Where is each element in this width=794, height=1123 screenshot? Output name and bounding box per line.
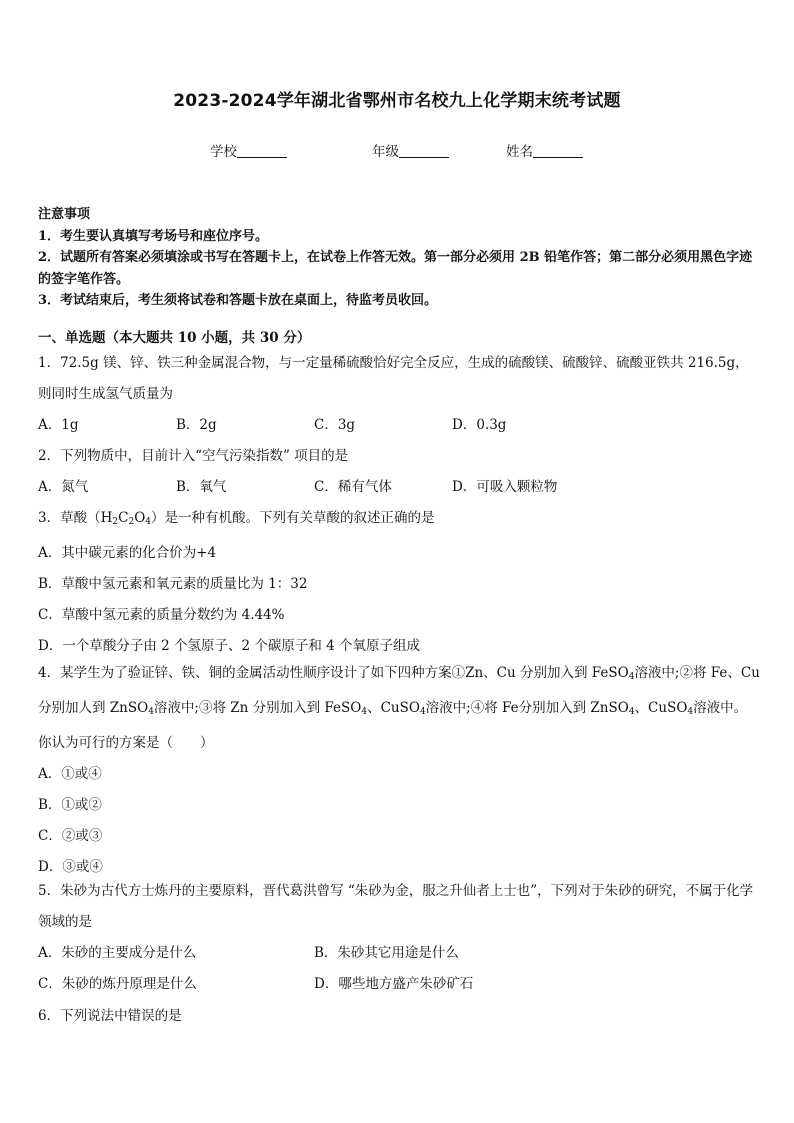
option-a: A．朱砂的主要成分是什么 [38, 945, 197, 961]
question-stem: 1．72.5g 镁、锌、铁三种金属混合物，与一定量稀硫酸恰好完全反应，生成的硫酸镁、硫酸锌、硫酸亚铁共 216.5g，则同时生成氢气质量为 [38, 355, 749, 402]
option-c: C．3g [314, 417, 356, 433]
option-a: A．氮气 [38, 479, 89, 495]
grade-field [372, 140, 449, 160]
note-item: 2．试题所有答案必须填涂或书写在答题卡上，在试卷上作答无效。第一部分必须用 2B 铅笔作答；第二部分必须用黑色字迹的签字笔作答。 [38, 250, 753, 287]
school-label: 学校 [210, 144, 237, 160]
option-d: D．③或④ [38, 859, 103, 875]
option-c: C．朱砂的炼丹原理是什么 [38, 976, 197, 992]
option-b: B．草酸中氢元素和氧元素的质量比为 1：32 [38, 576, 308, 592]
school-blank [237, 144, 287, 158]
name-label: 姓名 [506, 144, 533, 160]
option-b: B．氧气 [176, 479, 227, 495]
note-item: 1．考生要认真填写考场号和座位序号。 [38, 228, 269, 244]
option-b: B．2g [176, 417, 217, 433]
option-d: D．可吸入颗粒物 [452, 479, 558, 495]
options-row [38, 410, 760, 441]
question-stem: 2．下列物质中，目前计入“空气污染指数” 项目的是 [38, 448, 349, 464]
question-3 [38, 503, 760, 662]
option-d: D．一个草酸分子由 2 个氢原子、2 个碳原子和 4 个氧原子组成 [38, 638, 421, 654]
question-1 [38, 348, 760, 441]
grade-blank [399, 144, 449, 158]
notes-block [38, 204, 758, 312]
question-4 [38, 658, 760, 883]
question-stem: 6．下列说法中错误的是 [38, 1008, 182, 1024]
name-blank [533, 144, 583, 158]
options-row [38, 969, 760, 1000]
option-b: B．朱砂其它用途是什么 [314, 945, 459, 961]
question-2 [38, 441, 760, 503]
question-6 [38, 1001, 760, 1032]
option-b: B．①或② [38, 797, 102, 813]
option-d: D．哪些地方盛产朱砂矿石 [314, 976, 474, 992]
options-row [38, 472, 760, 503]
option-a: A．其中碳元素的化合价为+4 [38, 545, 217, 561]
notes-heading: 注意事项 [38, 207, 91, 222]
option-c: C．②或③ [38, 828, 103, 844]
options-row [38, 938, 760, 969]
note-item: 3．考试结束后，考生须将试卷和答题卡放在桌面上，待监考员收回。 [38, 293, 438, 308]
name-field [506, 140, 583, 160]
option-c: C．草酸中氢元素的质量分数约为 4.44% [38, 607, 285, 623]
section-heading: 一、单选题（本大题共 10 小题，共 30 分） [38, 330, 311, 346]
option-a: A．1g [38, 417, 79, 433]
question-5 [38, 876, 760, 1000]
option-c: C．稀有气体 [314, 479, 392, 495]
question-stem: 5．朱砂为古代方士炼丹的主要原料，晋代葛洪曾写 “朱砂为金，服之升仙者上士也”，下列对于朱砂的研究，不属于化学领域的是 [38, 883, 754, 930]
option-a: A．①或④ [38, 766, 102, 782]
grade-label: 年级 [372, 144, 399, 160]
option-d: D．0.3g [452, 417, 507, 433]
question-stem: 3．草酸$(H_2C_2O_4)$是一种有机酸。下列有关草酸的叙述正确的是 [38, 510, 435, 527]
question-stem: 4．某学生为了验证锌、铁、铜的金属活动性顺序设计了如下四种方案①Zn、Cu 分别加入到 FeSO$_4$溶液中;②将 Fe、Cu 分别加人到 ZnSO$_4$溶液中;③将 Zn 分别加入到 FeSO$_4$、CuSO$_4$溶液中;④将 Fe分别加入到 ZnSO$_4$、CuSO$_4$溶液中。你认为可行的方案是（ ） [38, 665, 760, 751]
school-field [210, 140, 287, 160]
exam-title: 2023-2024学年湖北省鄂州市名校九上化学期末统考试题 [173, 91, 621, 111]
